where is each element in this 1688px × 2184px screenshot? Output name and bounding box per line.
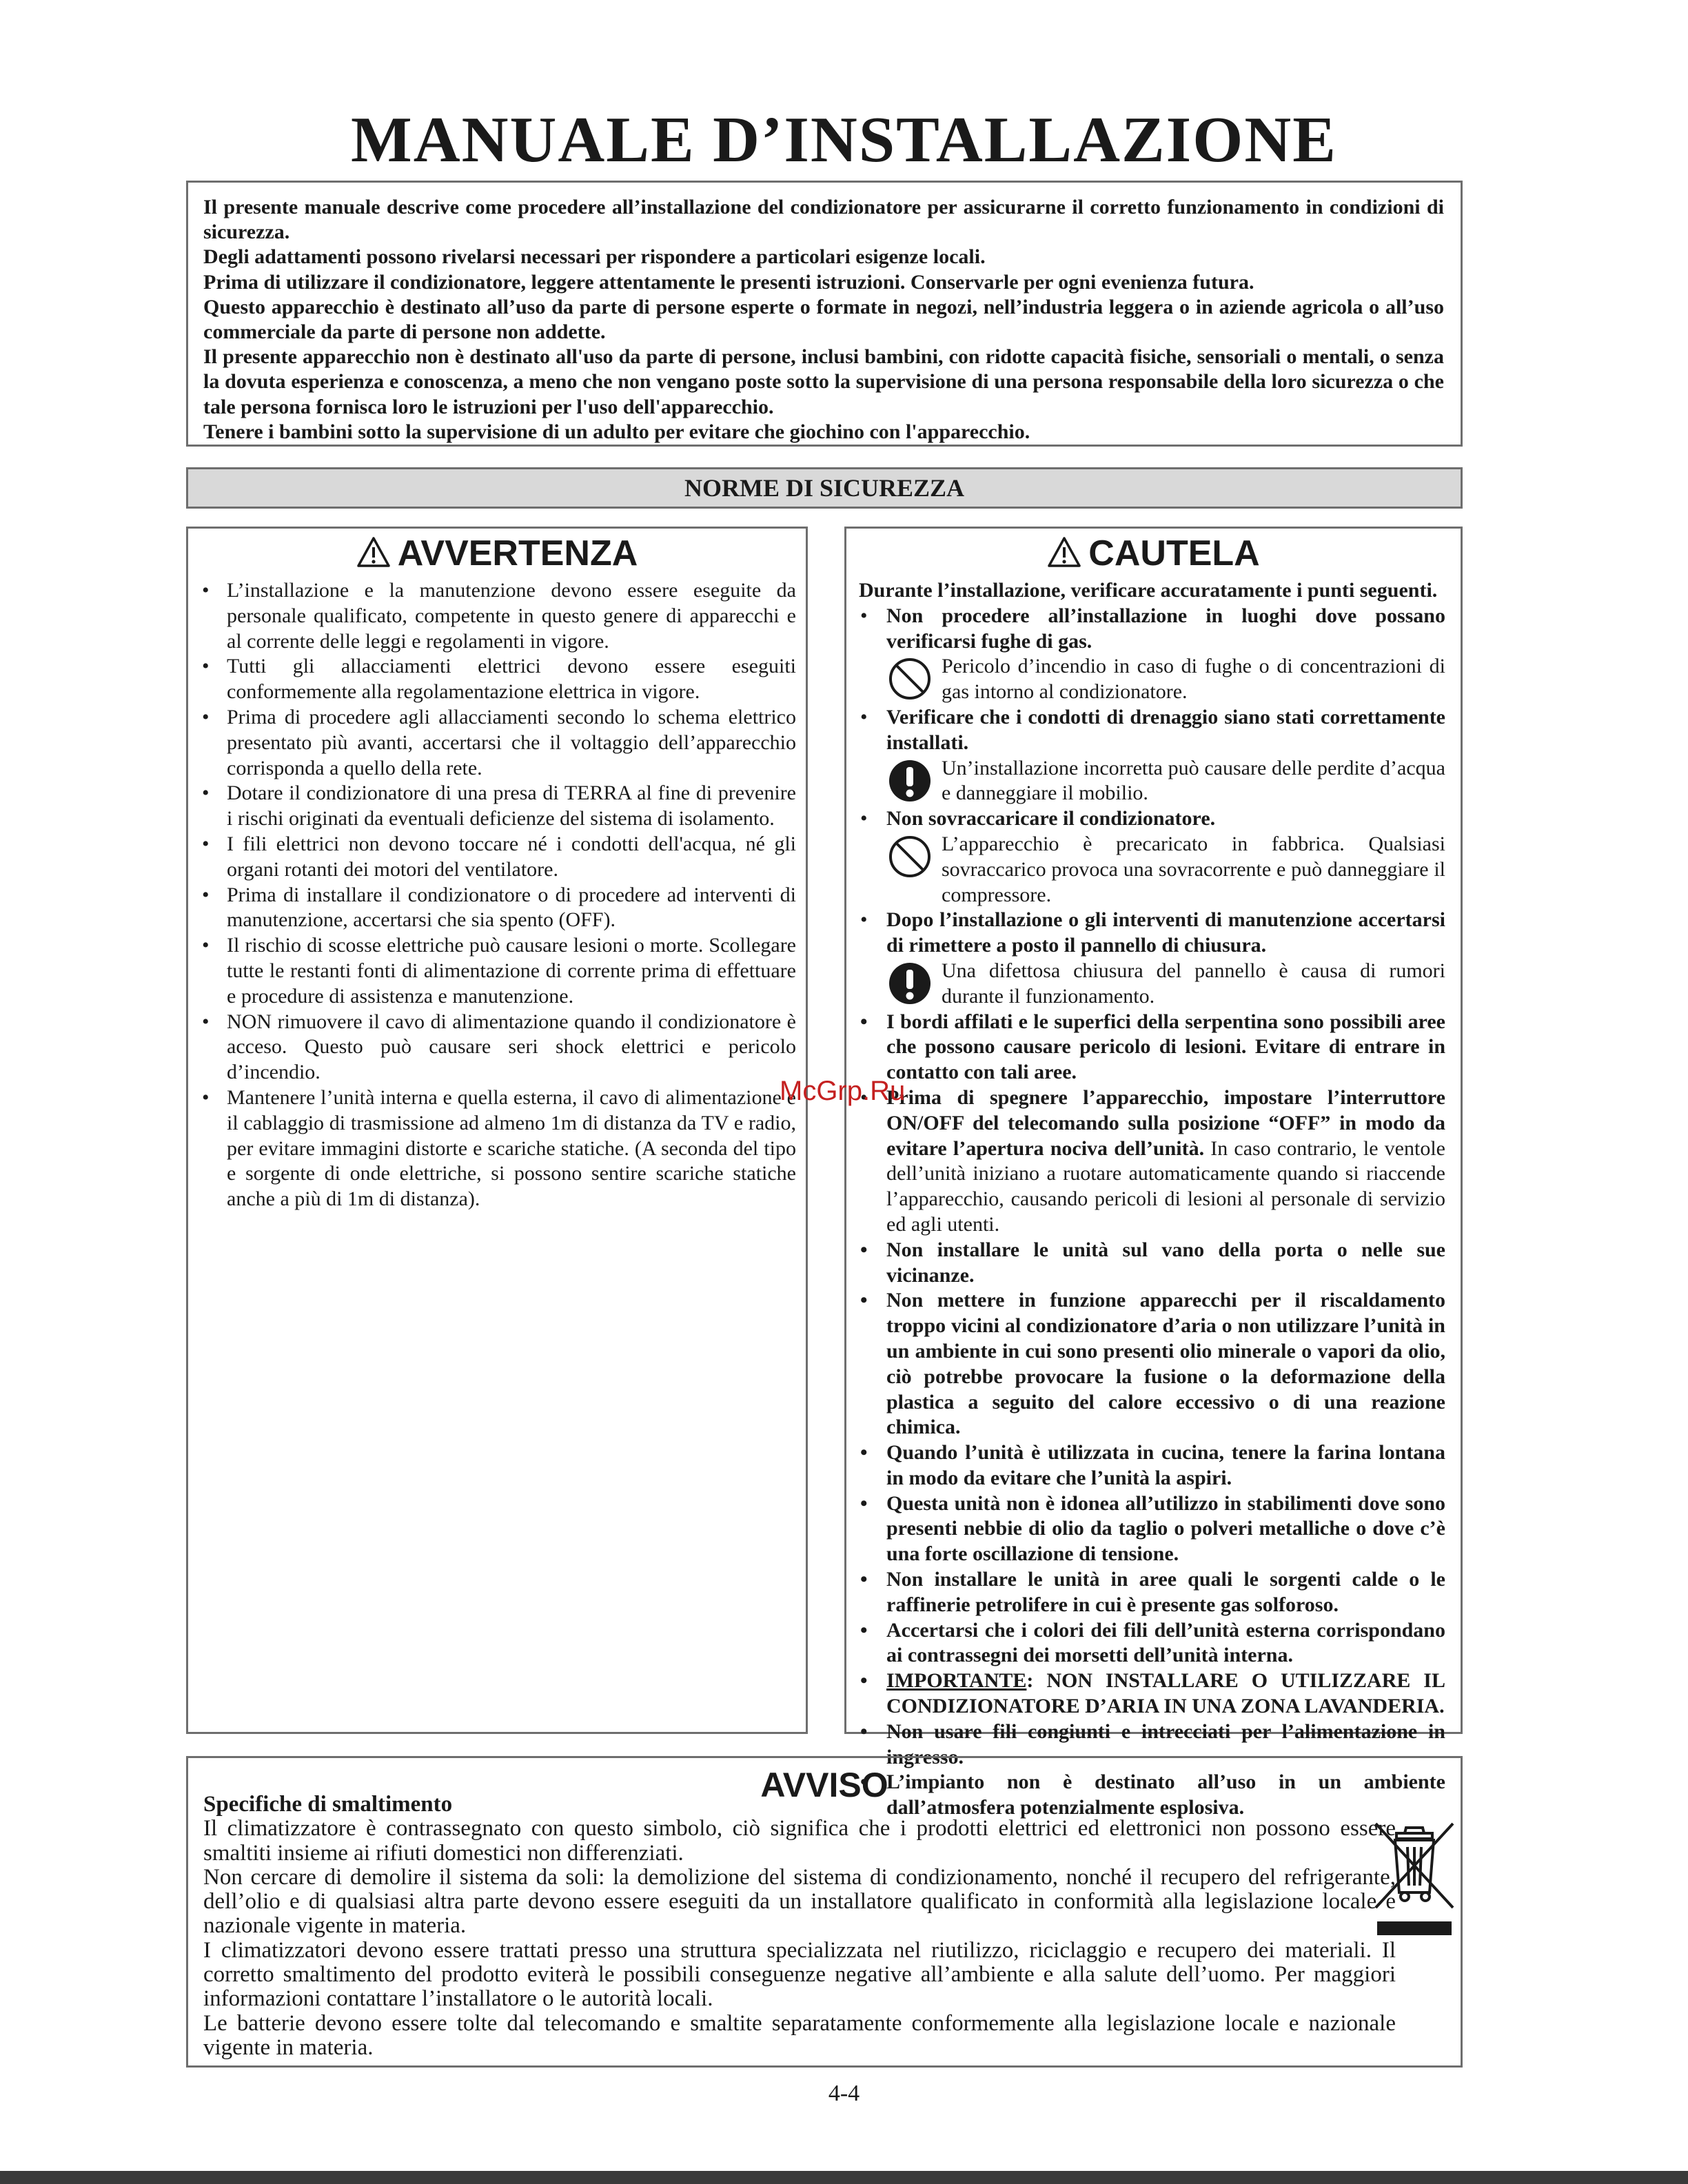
list-item-title: Non sovraccaricare il condizionatore. [886, 807, 1216, 830]
list-item: • Prima di procedere agli allacciamenti secondo lo schema elettrico presentato più avanti, accertarsi che il voltaggio dell’apparecchio corrisponda a quello della rete. [201, 705, 796, 781]
intro-paragraph: Il presente apparecchio non è destinato all'uso da parte di persone, inclusi bambini, con ridotte capacità fisiche, sensoriali o mentali, o senza la dovuta esperienza e conoscenza, a meno che non vengano poste sotto la supervisione di una persona responsabile della loro sicurezza o che tale persona fornisca loro le istruzioni per l'uso dell'apparecchio. [203, 345, 1444, 418]
warning-heading-label: AVVERTENZA [397, 533, 638, 573]
list-item: • L’installazione e la manutenzione devono essere eseguite da personale qualificato, competente in questo genere di apparecchi e al corrente delle leggi e regolamenti in vigore. [201, 578, 796, 654]
warning-triangle-icon [1047, 536, 1081, 568]
intro-box [186, 181, 1463, 447]
section-title: NORME DI SICUREZZA [186, 467, 1463, 509]
intro-paragraph: Tenere i bambini sotto la supervisione di un adulto per evitare che giochino con l'apparecchio. [203, 420, 1030, 443]
notice-subheading: Specifiche di smaltimento [203, 1792, 453, 1817]
list-item-bold: Prima di spegnere l’apparecchio, impostare l’interruttore ON/OFF del telecomando sulla posizione “OFF” in modo da evitare l’apertura nociva dell’unità. [886, 1085, 1445, 1160]
list-item-note [886, 654, 1445, 705]
caution-lead: Durante l’installazione, verificare accuratamente i punti seguenti. [859, 579, 1438, 602]
list-item-text: : NON INSTALLARE O UTILIZZARE IL CONDIZIONATORE D’ARIA IN UNA ZONA LAVANDERIA. [886, 1669, 1445, 1718]
note-text: Pericolo d’incendio in caso di fughe o di concentrazioni di gas intorno al condizionatore. [942, 655, 1445, 704]
list-item: • Non mettere in funzione apparecchi per il riscaldamento troppo vicini al condizionatore d’aria o non utilizzare l’unità in un ambiente in cui sono presenti olio minerale o vapori da olio, ciò potrebbe provocare la fusione o la deformazione della plastica a seguito del calore eccessivo o di una reazione chimica. [859, 1288, 1445, 1440]
list-item-note [886, 832, 1445, 908]
mandatory-icon [888, 961, 932, 1006]
list-item: • Accertarsi che i colori dei fili dell’unità esterna corrispondano ai contrassegni dei morsetti dell’unità interna. [859, 1618, 1445, 1669]
intro-paragraph: Degli adattamenti possono rivelarsi necessari per rispondere a particolari esigenze locali. [203, 245, 986, 269]
page-title: MANUALE D’INSTALLAZIONE [351, 104, 1337, 176]
notice-heading: AVVISO [760, 1766, 888, 1804]
list-item [859, 908, 1445, 1009]
list-item: • Tutti gli allacciamenti elettrici devono essere eseguiti conformemente alla regolamentazione elettrica in vigore. [201, 654, 796, 705]
list-item: • Il rischio di scosse elettriche può causare lesioni o morte. Scollegare tutte le restanti fonti di alimentazione di corrente prima di effettuare e procedure di assistenza e manutenzione. [201, 933, 796, 1009]
list-item: • NON rimuovere il cavo di alimentazione quando il condizionatore è acceso. Questo può causare seri shock elettrici e pericolo d’incendio. [201, 1010, 796, 1085]
intro-paragraph: Prima di utilizzare il condizionatore, leggere attentamente le presenti istruzioni. Conservarle per ogni evenienza futura. [203, 270, 1254, 294]
list-item: • L’impianto non è destinato all’uso in un ambiente dall’atmosfera potenzialmente esplosiva. [859, 1770, 1445, 1821]
list-item-note [886, 959, 1445, 1010]
list-item: • I bordi affilati e le superfici della serpentina sono possibili aree che possono causare pericolo di lesioni. Evitare di entrare in contatto con tali aree. [859, 1010, 1445, 1085]
list-item: • Non installare le unità sul vano della porta o nelle sue vicinanze. [859, 1238, 1445, 1289]
warning-triangle-icon [356, 536, 391, 568]
notice-paragraph: Le batterie devono essere tolte dal telecomando e smaltite separatamente conformemente alla legislazione locale e nazionale vigente in materia. [203, 2010, 1396, 2060]
intro-paragraph: Questo apparecchio è destinato all’uso da parte di persone esperte o formate in negozi, nell’industria leggera o in aziende agricola o all’uso commerciale da parte di persone non addette. [203, 295, 1444, 344]
intro-paragraph: Il presente manuale descrive come procedere all’installazione del condizionatore per assicurarne il corretto funzionamento in condizioni di sicurezza. [203, 196, 1444, 244]
list-item: • Non installare le unità in aree quali le sorgenti calde o le raffinerie petrolifere in cui è presente gas solforoso. [859, 1567, 1445, 1618]
list-item: • Non usare fili congiunti e intrecciati per l’alimentazione in ingresso. [859, 1719, 1445, 1770]
caution-column [844, 527, 1463, 1819]
caution-heading [846, 531, 1461, 575]
prohibited-icon [888, 835, 932, 879]
notice-paragraph: I climatizzatori devono essere trattati presso una struttura specializzata nel riutilizzo, riciclaggio e recupero dei materiali. Il corretto smaltimento del prodotto eviterà le possibili conseguenze negative all’ambiente e alla salute dell’uomo. Per maggiori informazioni contattare l’installatore o le autorità locali. [203, 1937, 1396, 2012]
list-item [859, 1085, 1445, 1238]
note-text: Un’installazione incorretta può causare delle perdite d’acqua e danneggiare il mobilio. [942, 756, 1445, 805]
list-item: • I fili elettrici non devono toccare né i condotti dell'acqua, né gli organi rotanti dei motori del ventilatore. [201, 832, 796, 883]
list-item-note [886, 756, 1445, 807]
list-item: • Quando l’unità è utilizzata in cucina, tenere la farina lontana in modo da evitare che l’unità la aspiri. [859, 1440, 1445, 1491]
list-item-title: Non procedere all’installazione in luoghi dove possano verificarsi fughe di gas. [886, 604, 1445, 653]
warning-heading [188, 531, 806, 575]
caution-list [859, 604, 1445, 1821]
list-item: • Questa unità non è idonea all’utilizzo in stabilimenti dove sono presenti nebbie di olio da taglio o polveri metalliche o dove c’è una forte oscillazione di tensione. [859, 1491, 1445, 1567]
list-item: • Dotare il condizionatore di una presa di TERRA al fine di prevenire i rischi originati da eventuali deficienze del sistema di isolamento. [201, 781, 796, 832]
notice-paragraph: Il climatizzatore è contrassegnato con questo simbolo, ciò significa che i prodotti elettrici ed elettronici non possono essere smaltiti insieme ai rifiuti domestici non differenziati. [203, 1816, 1396, 1866]
important-label: IMPORTANTE [886, 1669, 1027, 1693]
prohibited-icon [888, 657, 932, 701]
list-item [859, 1668, 1445, 1719]
mandatory-icon [888, 759, 932, 803]
caution-heading-label: CAUTELA [1088, 533, 1260, 573]
notice-text [203, 1793, 1396, 2060]
list-item: • Mantenere l’unità interna e quella esterna, il cavo di alimentazione e il cablaggio di trasmissione ad almeno 1m di distanza da TV e radio, per evitare immagini distorte e scariche statiche. (A seconda del tipo e sorgente di onde elettriche, si possono sentire scariche statiche anche a più di 1m di distanza). [201, 1085, 796, 1212]
list-item-title: Dopo l’installazione o gli interventi di manutenzione accertarsi di rimettere a posto il pannello di chiusura. [886, 908, 1445, 957]
list-item [859, 806, 1445, 908]
page-number: 4-4 [828, 2081, 860, 2106]
notice-paragraph: Non cercare di demolire il sistema da soli: la demolizione del sistema di condizionamento, nonché il recupero del refrigerante, dell’olio e di qualsiasi altra parte devono essere eseguiti da un installatore qualificato in conformità alla legislazione locale e nazionale vigente in materia. [203, 1864, 1396, 1939]
note-text: Una difettosa chiusura del pannello è causa di rumori durante il funzionamento. [942, 959, 1445, 1008]
page-edge [0, 2171, 1688, 2184]
note-text: L’apparecchio è precaricato in fabbrica. Qualsiasi sovraccarico provoca una sovracorrente e può danneggiare il compressore. [942, 832, 1445, 906]
list-item-text: In caso contrario, le ventole dell’unità iniziano a ruotare automaticamente quando si riaccende l’apparecchio, causando pericoli di lesioni al personale di servizio ed agli utenti. [886, 1136, 1445, 1236]
notice-box [186, 1756, 1463, 2068]
list-item [859, 604, 1445, 705]
watermark: McGrp.Ru [780, 1076, 906, 1106]
warning-list [201, 578, 796, 1212]
list-item-title: Verificare che i condotti di drenaggio siano stati correttamente installati. [886, 705, 1445, 754]
crossed-out-bin-icon [1372, 1818, 1457, 1942]
list-item: • Prima di installare il condizionatore o di procedere ad interventi di manutenzione, accertarsi che sia spento (OFF). [201, 883, 796, 934]
list-item [859, 705, 1445, 806]
warning-column [186, 527, 808, 1734]
